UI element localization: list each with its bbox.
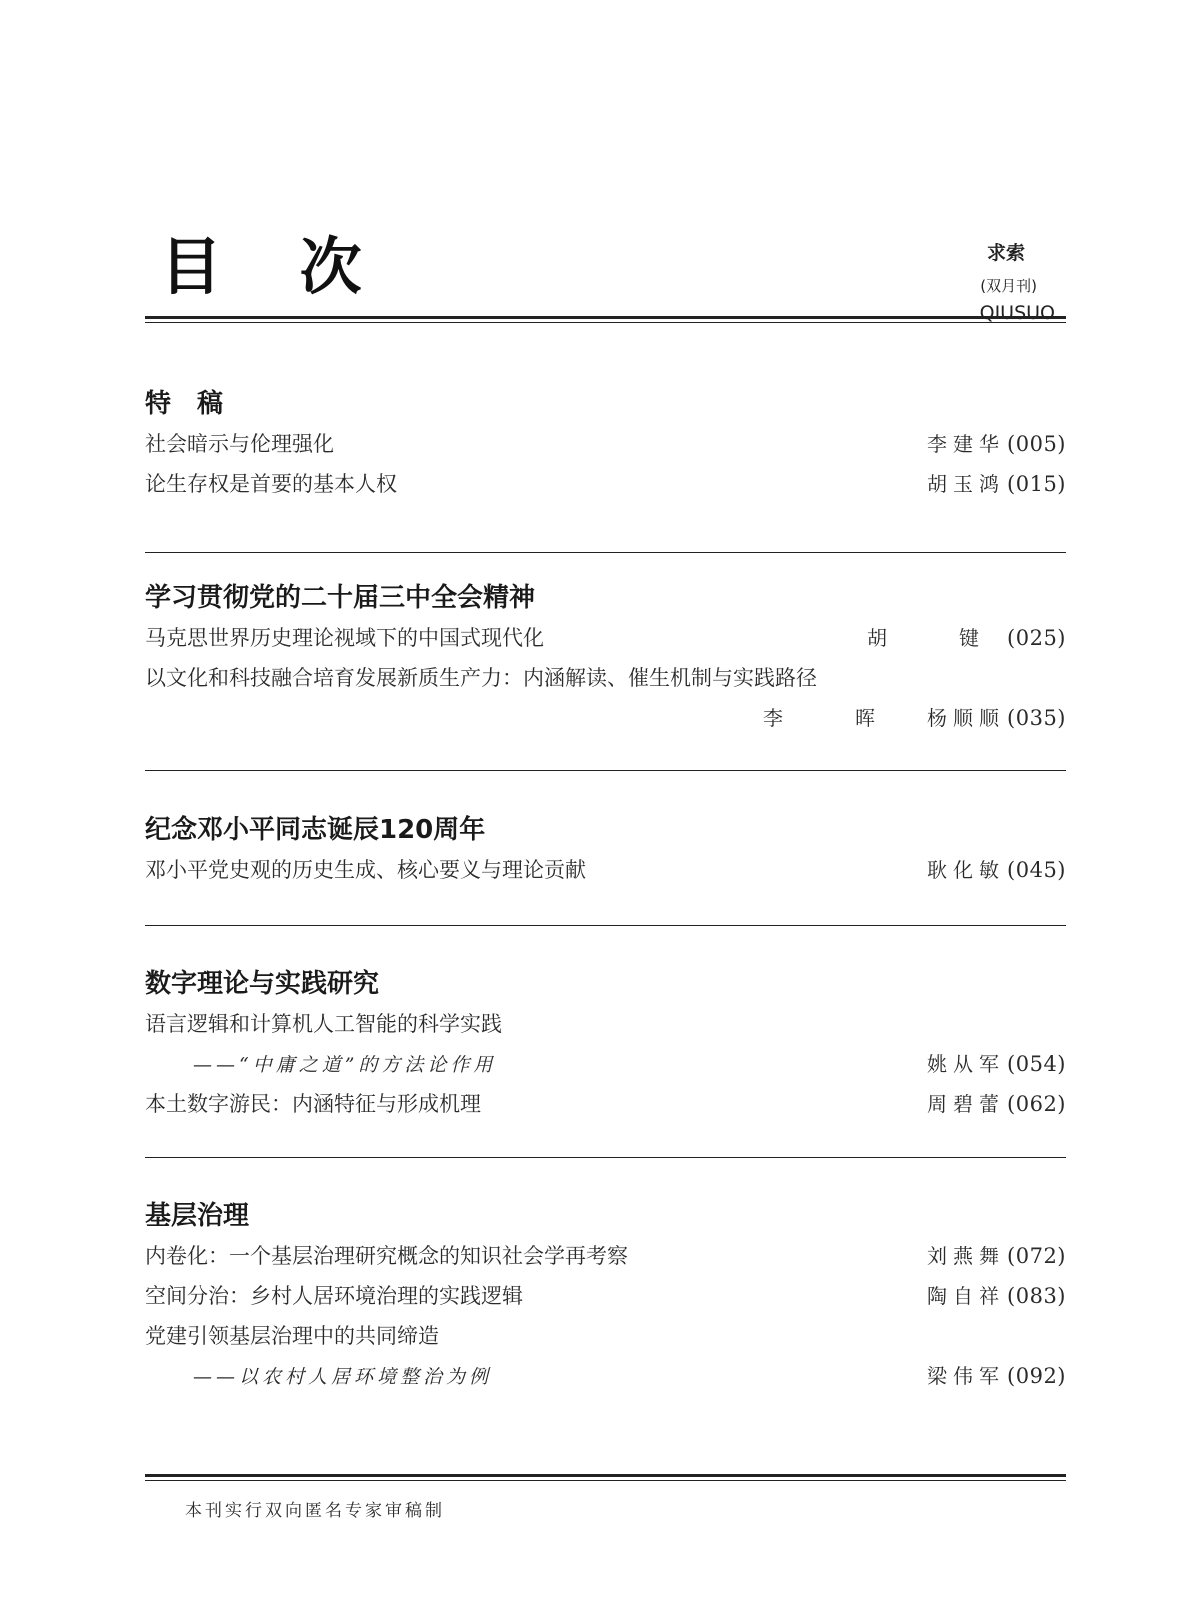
entry-title: 内卷化：一个基层治理研究概念的知识社会学再考察 [145, 1244, 628, 1268]
toc-entry-subtitle[interactable] [145, 1044, 1066, 1084]
toc-entry[interactable] [145, 618, 1066, 658]
toc-entry[interactable] [145, 424, 1066, 464]
section-deng-xiaoping [145, 810, 1066, 890]
entry-page: (083) [1007, 1284, 1066, 1308]
entry-title: 本土数字游民：内涵特征与形成机理 [145, 1092, 481, 1116]
toc-entry-authors [145, 698, 1066, 738]
section-grassroots-governance [145, 1196, 1066, 1396]
section-special-manuscripts [145, 384, 1066, 504]
entry-title: 以文化和科技融合培育发展新质生产力：内涵解读、催生机制与实践路径 [145, 666, 817, 690]
section-divider [145, 552, 1066, 553]
toc-entry[interactable] [145, 1276, 1066, 1316]
entry-page: (072) [1007, 1244, 1066, 1268]
section-heading: 纪念邓小平同志诞辰120周年 [145, 815, 486, 845]
section-digital-theory [145, 964, 1066, 1124]
toc-entry[interactable] [145, 1316, 1066, 1356]
entry-page: (035) [1007, 706, 1066, 730]
entry-page: (005) [1007, 432, 1066, 456]
section-heading: 特 稿 [145, 389, 224, 419]
entry-page: (062) [1007, 1092, 1066, 1116]
entry-author: 周碧蕾 [927, 1092, 1006, 1116]
entry-author: 李 晖 [763, 706, 902, 730]
entry-author: 刘燕舞 [927, 1244, 1006, 1268]
section-divider [145, 925, 1066, 926]
entry-page: (054) [1007, 1052, 1066, 1076]
journal-frequency: (双月刊) [980, 277, 1037, 295]
section-heading: 学习贯彻党的二十届三中全会精神 [145, 583, 536, 613]
entry-title: 邓小平党史观的历史生成、核心要义与理论贡献 [145, 858, 586, 882]
header-rule [145, 316, 1066, 319]
entry-author: 梁伟军 [927, 1364, 1006, 1388]
entry-subtitle: ——以农村人居环境整治为例 [193, 1366, 493, 1388]
entry-author: 耿化敏 [927, 858, 1006, 882]
toc-entry[interactable] [145, 1084, 1066, 1124]
entry-title: 党建引领基层治理中的共同缔造 [145, 1324, 439, 1348]
entry-subtitle: ——“中庸之道”的方法论作用 [193, 1054, 497, 1076]
section-divider [145, 770, 1066, 771]
entry-author: 陶自祥 [927, 1284, 1006, 1308]
entry-title: 马克思世界历史理论视域下的中国式现代化 [145, 626, 544, 650]
toc-entry[interactable] [145, 1004, 1066, 1044]
entry-title: 空间分治：乡村人居环境治理的实践逻辑 [145, 1284, 523, 1308]
entry-author: 胡 键 [867, 626, 1006, 650]
entry-page: (015) [1007, 472, 1066, 496]
toc-entry[interactable] [145, 464, 1066, 504]
toc-entry[interactable] [145, 850, 1066, 890]
entry-page: (025) [1007, 626, 1066, 650]
journal-latin-name: QIUSUO [979, 302, 1055, 324]
journal-masthead [855, 238, 1055, 324]
entry-author: 杨顺顺 [927, 706, 1006, 730]
toc-entry[interactable] [145, 658, 1066, 698]
page-title: 目 次 [160, 230, 390, 303]
entry-title: 论生存权是首要的基本人权 [145, 472, 397, 496]
section-heading: 基层治理 [145, 1201, 250, 1231]
entry-author: 胡玉鸿 [927, 472, 1006, 496]
entry-title: 语言逻辑和计算机人工智能的科学实践 [145, 1012, 502, 1036]
section-heading: 数字理论与实践研究 [145, 969, 380, 999]
toc-entry[interactable] [145, 1236, 1066, 1276]
entry-page: (092) [1007, 1364, 1066, 1388]
entry-author: 姚从军 [927, 1052, 1006, 1076]
section-divider [145, 1157, 1066, 1158]
entry-title: 社会暗示与伦理强化 [145, 432, 334, 456]
footer-note: 本刊实行双向匿名专家审稿制 [185, 1501, 445, 1521]
entry-author: 李建华 [927, 432, 1006, 456]
entry-page: (045) [1007, 858, 1066, 882]
section-plenum-spirit [145, 578, 1066, 738]
journal-name: 求索 [986, 242, 1025, 264]
toc-entry-subtitle[interactable] [145, 1356, 1066, 1396]
footer-rule [145, 1474, 1066, 1477]
